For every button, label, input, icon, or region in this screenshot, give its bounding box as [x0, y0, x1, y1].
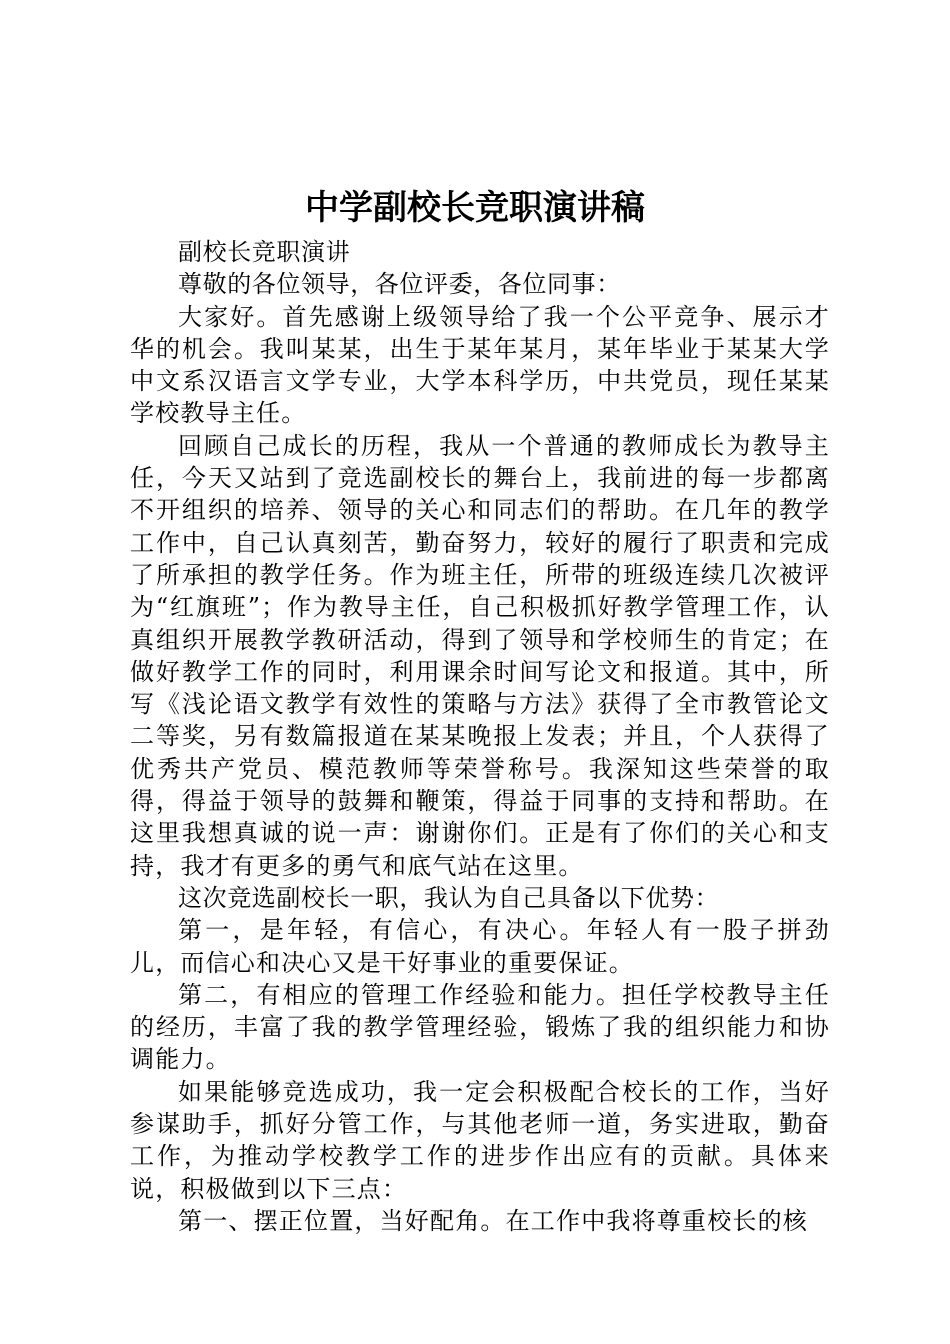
paragraph-subtitle: 副校长竞职演讲 — [178, 238, 351, 266]
paragraph-advantage-two: 第二，有相应的管理工作经验和能力。担任学校教导主任的经历，丰富了我的教学管理经验，锻炼了我的组织能力和协调能力。 — [130, 980, 830, 1074]
paragraph-commitment: 如果能够竞选成功，我一定会积极配合校长的工作，当好参谋助手，抓好分管工作，与其他老师一道，务实进取，勤奋工作，为推动学校教学工作的进步作出应有的贡献。具体来说，积极做到以下三点： — [130, 1077, 830, 1203]
paragraph-history: 回顾自己成长的历程，我从一个普通的教师成长为教导主任，今天又站到了竞选副校长的舞台上，我前进的每一步都离不开组织的培养、领导的关心和同志们的帮助。在几年的教学工作中，自己认真刻苦，勤奋努力，较好的履行了职责和完成了所承担的教学任务。作为班主任，所带的班级连续几次被评为“红旗班”；作为教导主任，自己积极抓好教学管理工作，认真组织开展教学教研活动，得到了领导和学校师生的肯定；在做好教学工作的同时，利用课余时间写论文和报道。其中，所写《浅论语文教学有效性的策略与方法》获得了全市教管论文二等奖，另有数篇报道在某某晚报上发表；并且，个人获得了优秀共产党员、模范教师等荣誉称号。我深知这些荣誉的取得，得益于领导的鼓舞和鞭策，得益于同事的支持和帮助。在这里我想真诚的说一声：谢谢你们。正是有了你们的关心和支持，我才有更多的勇气和底气站在这里。 — [130, 431, 830, 880]
paragraph-introduction: 大家好。首先感谢上级领导给了我一个公平竞争、展示才华的机会。我叫某某，出生于某年某月，某年毕业于某某大学中文系汉语言文学专业，大学本科学历，中共党员，现任某某学校教导主任。 — [130, 302, 830, 428]
paragraph-point-one: 第一、摆正位置，当好配角。在工作中我将尊重校长的核 — [178, 1206, 808, 1235]
paragraph-salutation: 尊敬的各位领导，各位评委，各位同事： — [178, 270, 621, 299]
document-body — [130, 236, 830, 1237]
paragraph-advantages-intro: 这次竞选副校长一职，我认为自己具备以下优势： — [178, 883, 720, 912]
paragraph-advantage-one: 第一，是年轻，有信心，有决心。年轻人有一股子拼劲儿，而信心和决心又是干好事业的重要保证。 — [130, 916, 830, 977]
document-title: 中学副校长竞职演讲稿 — [305, 188, 645, 228]
